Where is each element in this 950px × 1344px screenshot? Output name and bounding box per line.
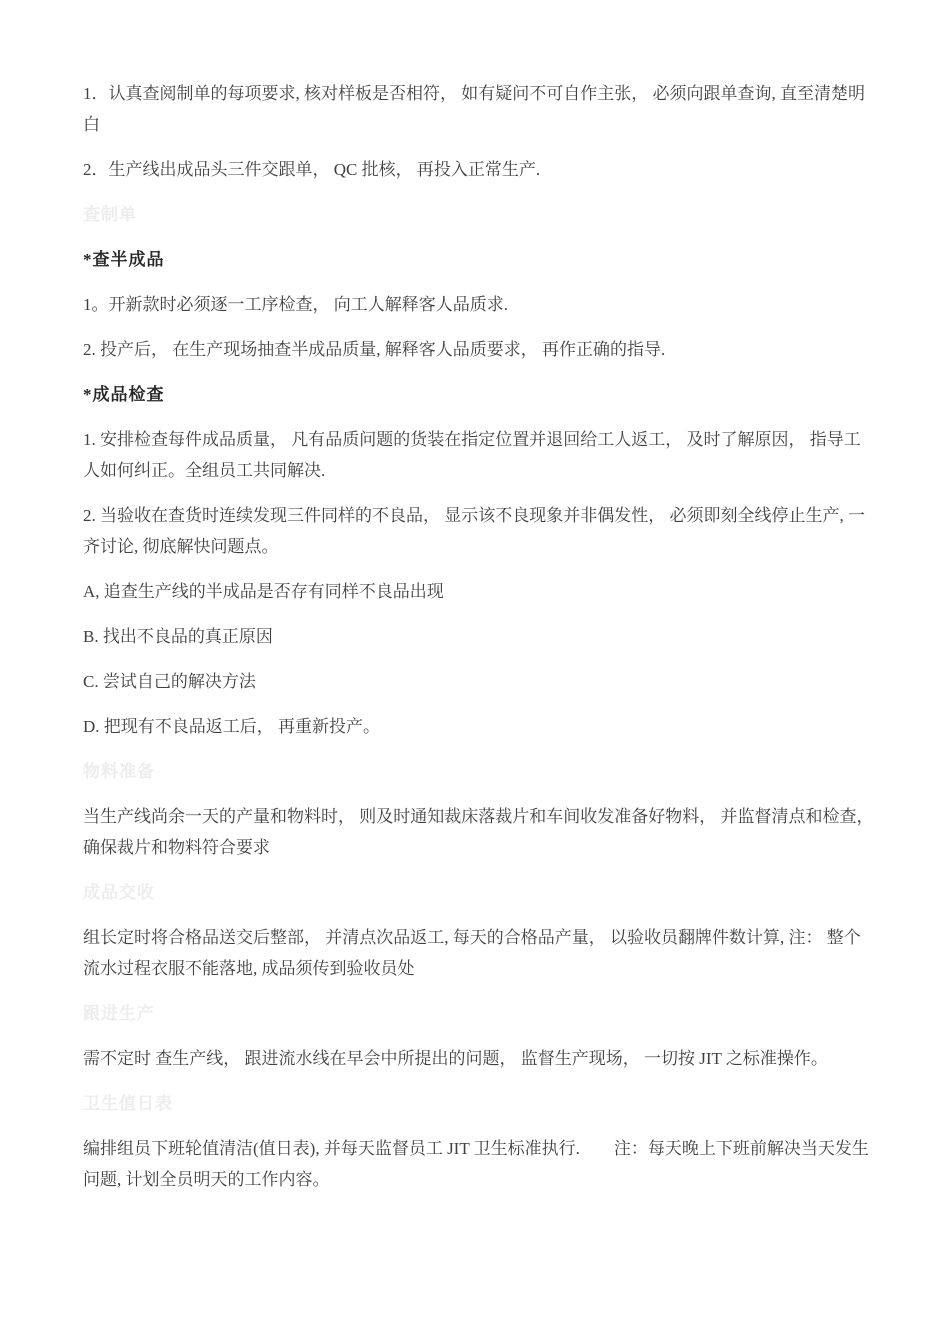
list-item: B. 找出不良品的真正原因 [83,627,273,646]
faint-heading: 卫生值日表 [83,1094,173,1113]
section-heading: *查半成品 [83,250,165,269]
list-item: D. 把现有不良品返工后， 再重新投产。 [83,717,381,736]
section-heading: *成品检查 [83,385,165,404]
paragraph: 2．生产线出成品头三件交跟单， QC 批核， 再投入正常生产. [83,160,541,179]
list-item: C. 尝试自己的解决方法 [83,672,256,691]
faint-heading: 查制单 [83,205,137,224]
paragraph: 当生产线尚余一天的产量和物料时， 则及时通知裁床落裁片和车间收发准备好物料， 并监督清点和检查， 确保裁片和物料符合要求 [83,807,874,857]
paragraph: 组长定时将合格品送交后整部， 并清点次品返工, 每天的合格品产量， 以验收员翻牌件数计算, 注： 整个流水过程衣服不能落地, 成品须传到验收员处 [83,928,861,978]
paragraph: 编排组员下班轮值清洁(值日表), 并每天监督员工 JIT 卫生标准执行. 注：每天晚上下班前解决当天发生问题, 计划全员明天的工作内容。 [83,1139,869,1189]
paragraph: 2. 投产后， 在生产现场抽查半成品质量, 解释客人品质要求， 再作正确的指导. [83,340,666,359]
paragraph: 2. 当验收在查货时连续发现三件同样的不良品， 显示该不良现象并非偶发性， 必须即刻全线停止生产, 一齐讨论, 彻底解快问题点。 [83,506,865,556]
paragraph: 需不定时 查生产线， 跟进流水线在早会中所提出的问题， 监督生产现场， 一切按 JIT 之标准操作。 [83,1049,828,1068]
faint-heading: 物料准备 [83,762,155,781]
paragraph: 1．认真查阅制单的每项要求, 核对样板是否相符， 如有疑问不可自作主张， 必须向跟单查询, 直至清楚明白 [83,84,865,134]
paragraph: 1。开新款时必须逐一工序检查， 向工人解释客人品质求. [83,295,508,314]
list-item: A, 追查生产线的半成品是否存有同样不良品出现 [83,582,444,601]
faint-heading: 跟进生产 [83,1004,155,1023]
paragraph: 1. 安排检查每件成品质量， 凡有品质问题的货装在指定位置并退回给工人返工， 及时了解原因， 指导工人如何纠正。全组员工共同解决. [83,430,861,480]
faint-heading: 成品交收 [83,883,155,902]
